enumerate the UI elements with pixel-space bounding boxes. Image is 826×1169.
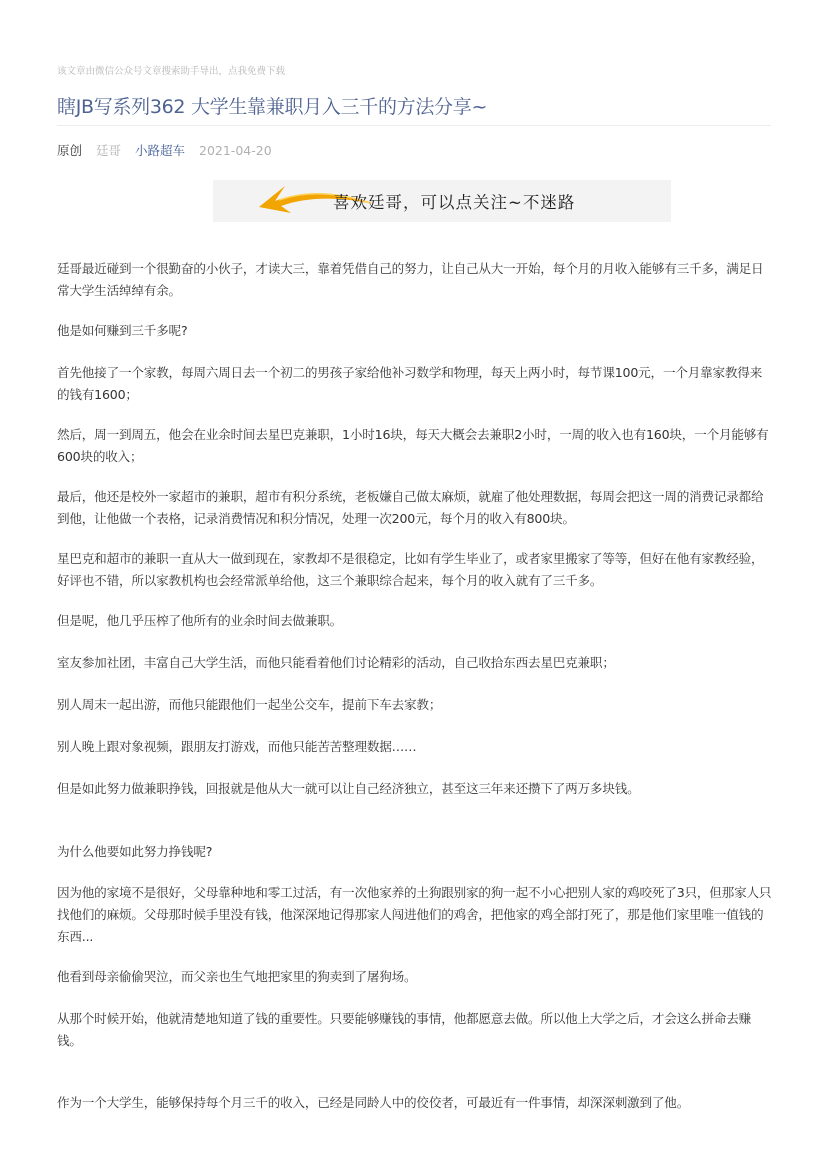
paragraph: 廷哥最近碰到一个很勤奋的小伙子，才读大三，靠着凭借自己的努力，让自己从大一开始，每个月的月收入能够有三千多，满足日常大学生活绰绰有余。 [57, 261, 764, 298]
paragraph: 为什么他要如此努力挣钱呢? [57, 844, 213, 859]
paragraph: 然后，周一到周五，他会在业余时间去星巴克兼职，1小时16块，每天大概会去兼职2小时，一周的收入也有160块，一个月能够有600块的收入； [57, 427, 769, 464]
paragraph: 室友参加社团，丰富自己大学生活，而他只能看着他们讨论精彩的活动，自己收拾东西去星巴克兼职； [57, 655, 615, 670]
article-title: 瞎JB写系列362 大学生靠兼职月入三千的方法分享~ [57, 96, 488, 118]
paragraph: 最后，他还是校外一家超市的兼职，超市有积分系统，老板嫌自己做太麻烦，就雇了他处理数据，每周会把这一周的消费记录都给到他，让他做一个表格，记录消费情况和积分情况，处理一次200元，每个月的收入有800块。 [57, 489, 764, 526]
paragraph: 别人晚上跟对象视频，跟朋友打游戏，而他只能苦苦整理数据…… [57, 739, 417, 754]
paragraph: 但是如此努力做兼职挣钱，回报就是他从大一就可以让自己经济独立，甚至这三年来还攒下了两万多块钱。 [57, 781, 640, 796]
title-divider [57, 125, 771, 126]
article-meta [57, 141, 282, 159]
paragraph: 首先他接了一个家教，每周六周日去一个初二的男孩子家给他补习数学和物理，每天上两小时，每节课100元，一个月靠家教得来的钱有1600； [57, 365, 763, 402]
account-link[interactable]: 小路超车 [135, 143, 186, 158]
original-badge: 原创 [57, 143, 83, 158]
paragraph: 他看到母亲偷偷哭泣，而父亲也生气地把家里的狗卖到了屠狗场。 [57, 969, 417, 984]
paragraph: 因为他的家境不是很好，父母靠种地和零工过活，有一次他家养的土狗跟别家的狗一起不小心把别人家的鸡咬死了3只，但那家人只找他们的麻烦。父母那时候手里没有钱，他深深地记得那家人闯进他们的鸡舍，把他家的鸡全部打死了，那是他们家里唯一值钱的东西... [57, 885, 772, 944]
publish-date: 2021-04-20 [199, 143, 272, 158]
banner-text: 喜欢廷哥，可以点关注~不迷路 [333, 193, 576, 212]
paragraph: 作为一个大学生，能够保持每个月三千的收入，已经是同龄人中的佼佼者，可最近有一件事情，却深深刺激到了他。 [57, 1095, 690, 1110]
export-notice-link[interactable]: 该文章由微信公众号文章搜索助手导出，点我免费下载 [57, 66, 286, 77]
follow-banner-image [213, 180, 671, 222]
paragraph: 从那个时候开始，他就清楚地知道了钱的重要性。只要能够赚钱的事情，他都愿意去做。所以他上大学之后，才会这么拼命去赚钱。 [57, 1011, 752, 1048]
paragraph: 他是如何赚到三千多呢? [57, 323, 188, 338]
paragraph: 别人周末一起出游，而他只能跟他们一起坐公交车，提前下车去家教； [57, 697, 442, 712]
paragraph: 星巴克和超市的兼职一直从大一做到现在，家教却不是很稳定，比如有学生毕业了，或者家里搬家了等等，但好在他有家教经验，好评也不错，所以家教机构也会经常派单给他，这三个兼职综合起来，每个月的收入就有了三千多。 [57, 551, 764, 588]
author-name: 廷哥 [96, 143, 122, 158]
paragraph: 但是呢，他几乎压榨了他所有的业余时间去做兼职。 [57, 613, 343, 628]
